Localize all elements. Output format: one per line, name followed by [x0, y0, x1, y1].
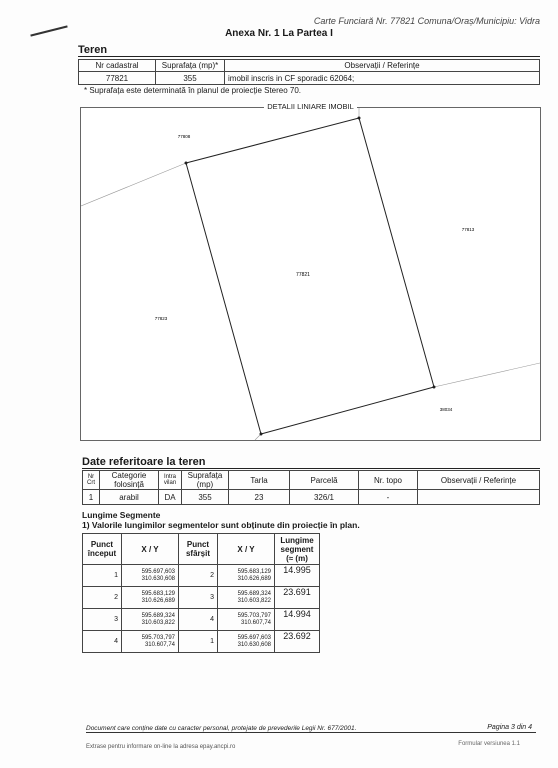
col-xy-start: X / Y	[122, 534, 179, 565]
cell-p2: 4	[179, 609, 218, 631]
cell-lungime: 23.691	[275, 587, 320, 609]
neighbor-line-top-left	[81, 163, 186, 206]
neighbor-line-right	[434, 363, 540, 387]
cell-p1: 3	[83, 609, 122, 631]
cell-nr-crt: 1	[83, 490, 100, 505]
col-categorie: Categorie folosință	[100, 471, 159, 490]
col-observatii: Observații / Referințe	[418, 471, 540, 490]
cell-nr-topo: -	[359, 490, 418, 505]
cell-nr-cadastral: 77821	[79, 72, 156, 85]
cell-p1: 2	[83, 587, 122, 609]
parcel-plan	[80, 102, 541, 441]
cell-p1: 1	[83, 565, 122, 587]
cell-xy-start: 595.703,797 310.607,74	[122, 631, 179, 653]
footer-disclaimer: Document care conține date cu caracter personal, protejate de prevederile Legii Nr. 677/2001.	[86, 725, 357, 732]
cell-xy-end: 595.683,129 310.626,689	[218, 565, 275, 587]
col-suprafata: Suprafața (mp)	[182, 471, 229, 490]
cell-suprafata: 355	[156, 72, 225, 85]
cell-p2: 1	[179, 631, 218, 653]
cell-xy-end: 595.689,324 310.603,822	[218, 587, 275, 609]
table-row	[83, 609, 320, 631]
col-observatii: Observații / Referințe	[225, 60, 540, 72]
teren-table	[78, 59, 540, 85]
label-center: 77821	[296, 272, 310, 278]
parcel-polygon	[186, 118, 434, 434]
anexa-title: Anexa Nr. 1 La Partea I	[225, 28, 333, 39]
cell-xy-end: 595.703,797 310.607,74	[218, 609, 275, 631]
cell-tarla: 23	[229, 490, 290, 505]
cell-lungime: 14.995	[275, 565, 320, 587]
cell-suprafata: 355	[182, 490, 229, 505]
cell-parcela: 326/1	[290, 490, 359, 505]
cell-observatii: imobil inscris in CF sporadic 62064;	[225, 72, 540, 85]
cell-p2: 3	[179, 587, 218, 609]
cell-xy-start: 595.689,324 310.603,822	[122, 609, 179, 631]
col-punct-inceput: Punct început	[83, 534, 122, 565]
vertex-3	[433, 386, 436, 389]
lungime-table	[82, 533, 320, 653]
col-punct-sfarsit: Punct sfârșit	[179, 534, 218, 565]
table-row	[83, 587, 320, 609]
vertex-1	[185, 162, 188, 165]
cell-observatii	[418, 490, 540, 505]
cell-xy-end: 595.697,603 310.630,608	[218, 631, 275, 653]
col-parcela: Parcelă	[290, 471, 359, 490]
plan-title: DETALII LINIARE IMOBIL	[81, 102, 540, 111]
footer-extras: Extrase pentru informare on-line la adresa epay.ancpi.ro	[86, 744, 236, 750]
col-lungime: Lungime segment (≈ (m)	[275, 534, 320, 565]
label-left: 77823	[154, 316, 168, 321]
teren-title: Teren	[78, 44, 108, 56]
lungime-subtitle: 1) Valorile lungimilor segmentelor sunt obținute din proiecție în plan.	[82, 520, 360, 530]
date-teren-title: Date referitoare la teren	[82, 456, 206, 468]
table-row	[83, 565, 320, 587]
col-xy-end: X / Y	[218, 534, 275, 565]
table-row	[83, 631, 320, 653]
cell-lungime: 14.994	[275, 609, 320, 631]
cell-intravilan: DA	[159, 490, 182, 505]
cell-p2: 2	[179, 565, 218, 587]
cell-p1: 4	[83, 631, 122, 653]
col-nr-crt: Nr Crt	[83, 471, 100, 490]
lungime-title: Lungime Segmente	[82, 510, 161, 520]
label-top-left: 77808	[177, 134, 191, 139]
col-nr-cadastral: Nr cadastral	[79, 60, 156, 72]
col-tarla: Tarla	[229, 471, 290, 490]
divider	[78, 56, 540, 57]
vertex-2	[358, 117, 361, 120]
vertex-4	[260, 433, 263, 436]
divider	[82, 468, 540, 469]
carte-funciara-header: Carte Funciară Nr. 77821 Comuna/Oraș/Municipiu: Vidra	[313, 16, 540, 26]
cell-lungime: 23.692	[275, 631, 320, 653]
col-suprafata: Suprafața (mp)*	[156, 60, 225, 72]
date-teren-table	[82, 470, 540, 505]
cell-xy-start: 595.683,129 310.626,689	[122, 587, 179, 609]
footer-divider	[86, 732, 536, 733]
parcel-drawing	[81, 108, 540, 440]
footer-formular: Formular versiunea 1.1	[458, 741, 520, 747]
cell-categorie: arabil	[100, 490, 159, 505]
label-right: 77813	[461, 227, 475, 232]
suprafata-note: * Suprafața este determinată în planul de proiecție Stereo 70.	[84, 86, 302, 95]
col-nr-topo: Nr. topo	[359, 471, 418, 490]
label-bottom-right: 38034	[439, 407, 453, 412]
col-intravilan: Intra vilan	[159, 471, 182, 490]
page-number: Pagina 3 din 4	[487, 724, 532, 731]
cell-xy-start: 595.697,603 310.630,608	[122, 565, 179, 587]
